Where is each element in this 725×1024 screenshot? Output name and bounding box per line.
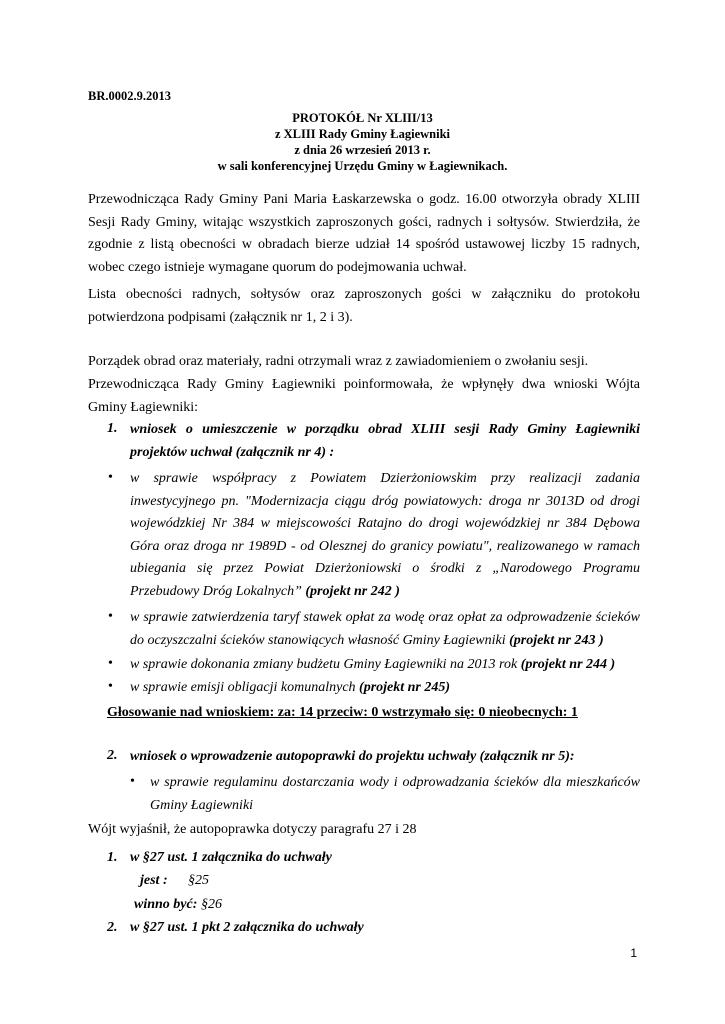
jest-label: jest : (140, 873, 168, 888)
motion-1-text: wniosek o umieszczenie w porządku obrad XLIII sesji Rady Gminy Łagiewniki projektów uchwał (załącznik nr 4) : (130, 422, 640, 460)
motion-2-number: 2. (107, 748, 118, 763)
bullet-icon: • (130, 774, 135, 789)
bullet-icon: • (108, 609, 113, 624)
bullet-icon: • (108, 679, 113, 694)
bullet-icon: • (108, 656, 113, 671)
vote-result: Głosowanie nad wnioskiem: za: 14 przeciw: 0 wstrzymało się: 0 nieobecnych: 1 (107, 705, 578, 720)
page-number: 1 (630, 946, 637, 960)
motion-1-item-1: w sprawie współpracy z Powiatem Dzierżoniowskim przy realizacji zadania inwestycyjnego pn. "Modernizacja ciągu dróg powiatowych: droga nr 3013D od drogi wojewódzkiej Nr 384 w miejscowości Ratajno do drogi wojewódzkiej nr 384 Dębowa Góra oraz droga nr 1989D - od Olesznej do granicy powiatu", realizowanego w ramach ubiegania się przez Powiat Dzierżoniowski o środki z „Narodowego Programu Przebudowy Dróg Lokalnych” (projekt nr 242 ) (130, 471, 640, 599)
winno-value: §26 (201, 897, 222, 912)
amend-2-number: 2. (107, 920, 118, 935)
bullet-icon: • (108, 470, 113, 485)
title-line-1: PROTOKÓŁ Nr XLIII/13 (292, 111, 433, 125)
motions-intro-paragraph: Przewodnicząca Rady Gminy Łagiewniki poinformowała, że wpłynęły dwa wnioski Wójta Gminy Łagiewniki: (88, 377, 640, 415)
title-line-2: z XLIII Rady Gminy Łagiewniki (274, 127, 451, 141)
amend-1-number: 1. (107, 850, 118, 865)
agenda-paragraph: Porządek obrad oraz materiały, radni otrzymali wraz z zawiadomieniem o zwołaniu sesji. (88, 354, 589, 369)
winno-label: winno być: (134, 897, 198, 912)
motion-2-item: w sprawie regulaminu dostarczania wody i odprowadzania ścieków dla mieszkańców Gminy Łagiewniki (150, 775, 640, 813)
motion-1-item-2: w sprawie zatwierdzenia taryf stawek opłat za wodę oraz opłat za odprowadzenie ścieków do oczyszczalni ścieków stanowiących własność Gminy Łagiewniki (projekt nr 243 ) (130, 610, 640, 648)
attendance-paragraph: Lista obecności radnych, sołtysów oraz zaproszonych gości w załączniku do protokołu potwierdzona podpisami (załącznik nr 1, 2 i 3). (88, 287, 640, 325)
amend-2-text: w §27 ust. 1 pkt 2 załącznika do uchwały (130, 920, 364, 935)
amend-1-text: w §27 ust. 1 załącznika do uchwały (130, 850, 332, 865)
title-line-4: w sali konferencyjnej Urzędu Gminy w Łagiewnikach. (217, 159, 508, 173)
title-line-3: z dnia 26 wrzesień 2013 r. (294, 143, 431, 157)
document-reference: BR.0002.9.2013 (88, 89, 171, 103)
jest-value: §25 (188, 873, 209, 888)
motion-1-number: 1. (107, 421, 118, 436)
motion-2-text: wniosek o wprowadzenie autopoprawki do projektu uchwały (załącznik nr 5): (130, 749, 575, 764)
motion-1-item-3: w sprawie dokonania zmiany budżetu Gminy Łagiewniki na 2013 rok (projekt nr 244 ) (130, 657, 616, 672)
motion-1-item-4: w sprawie emisji obligacji komunalnych (projekt nr 245) (130, 680, 451, 695)
intro-paragraph: Przewodnicząca Rady Gminy Pani Maria Łaskarzewska o godz. 16.00 otworzyła obrady XLIII Sesji Rady Gminy, witając wszystkich zaproszonych gości, radnych i sołtysów. Stwierdziła, że zgodnie z listą obecności w obradach bierze udział 14 spośród ustawowej liczby 15 radnych, wobec czego istnieje wymagane quorum do podejmowania uchwał. (88, 192, 640, 275)
explanation-text: Wójt wyjaśnił, że autopoprawka dotyczy paragrafu 27 i 28 (88, 822, 417, 837)
